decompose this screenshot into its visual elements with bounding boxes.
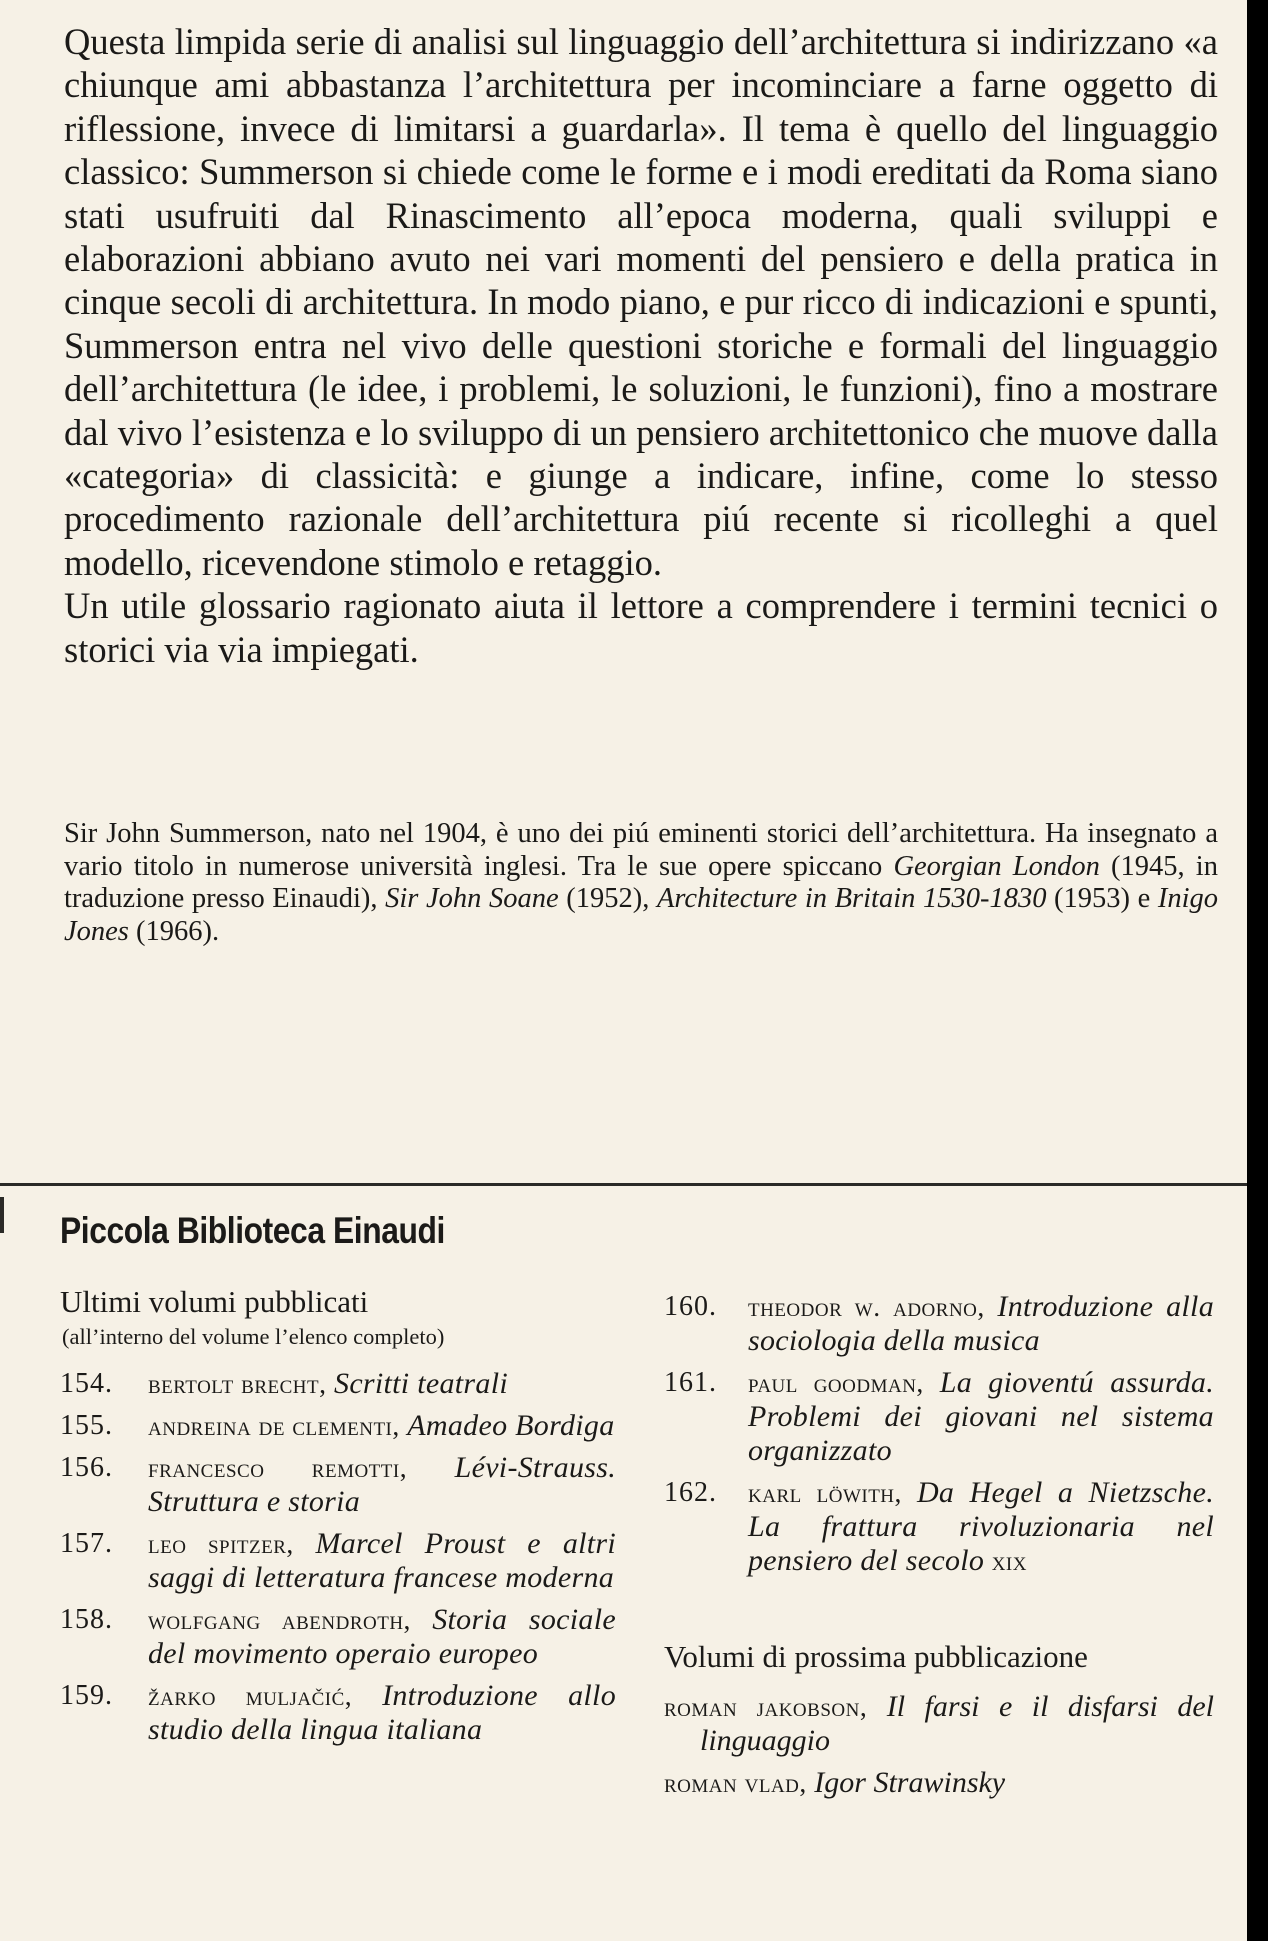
- list-item: [60, 1679, 616, 1747]
- section-divider: [0, 1183, 1247, 1186]
- list-item: [664, 1290, 1214, 1358]
- list-item: [60, 1603, 616, 1671]
- edge-mark: [0, 1197, 4, 1233]
- list-item: [664, 1690, 1214, 1758]
- volume-author: wolfgang abendroth,: [148, 1604, 411, 1635]
- volume-number: 161.: [664, 1367, 717, 1398]
- volume-number: 158.: [60, 1604, 113, 1635]
- upcoming-title: Igor Strawinsky: [814, 1766, 1006, 1799]
- upcoming-author: roman vlad,: [664, 1767, 807, 1798]
- volume-author: francesco remotti,: [148, 1452, 408, 1483]
- volume-number: 157.: [60, 1528, 113, 1559]
- volume-title: Scritti teatrali: [334, 1367, 508, 1400]
- blurb-paragraph-2: Un utile glossario ragionato aiuta il lettore a comprendere i termini tecnici o storici via via impiegati.: [64, 585, 1218, 670]
- volume-number: 154.: [60, 1368, 113, 1399]
- volume-number: 155.: [60, 1410, 113, 1441]
- volume-number: 156.: [60, 1452, 113, 1483]
- volume-author: leo spitzer,: [148, 1528, 294, 1559]
- series-title: Piccola Biblioteca Einaudi: [60, 1210, 445, 1251]
- list-item: [664, 1366, 1214, 1468]
- volume-title: Amadeo Bordiga: [407, 1409, 615, 1442]
- bio-work-architecture-in-britain: Architecture in Britain 1530-1830: [656, 883, 1047, 914]
- recent-subheading: (all’interno del volume l’elenco completo): [62, 1324, 445, 1349]
- bio-work-note: (1945, in traduzione presso Einaudi),: [64, 850, 1218, 914]
- page-edge: [1247, 0, 1268, 1941]
- volume-number: 160.: [664, 1291, 717, 1322]
- bio-work-georgian-london: Georgian London: [893, 850, 1100, 882]
- volume-author: paul goodman,: [748, 1367, 924, 1398]
- volume-author: bertolt brecht,: [148, 1368, 327, 1399]
- bio-work-inigo-jones: Inigo Jones: [64, 883, 1219, 947]
- bio-work-note: (1966).: [128, 915, 220, 947]
- recent-volumes-column: [60, 1283, 616, 1747]
- volume-author: andreina de clementi,: [148, 1410, 400, 1441]
- blurb-paragraph-1: Questa limpida serie di analisi sul linguaggio dell’architettura si indirizzano «a chiunque ami abbastanza l’architettura per incominciare a farne oggetto di riflessione, invece di limitarsi a guardarla». Il tema è quello del linguaggio classico: Summerson si chiede come le forme e i modi ereditati da Roma siano stati usufruiti dal Rinascimento all’epoca moderna, quali sviluppi e elaborazioni abbiano avuto nei vari momenti del pensiero e della pratica in cinque secoli di architettura. In modo piano, e pur ricco di indicazioni e spunti, Summerson entra nel vivo delle questioni storiche e formali del linguaggio dell’architettura (le idee, i problemi, le soluzioni, le funzioni), fino a mostrare dal vivo l’esistenza e lo sviluppo di un pensiero architettonico che muove dalla «categoria» di classicità: e giunge a indicare, infine, come lo stesso procedimento razionale dell’architettura piú recente si ricolleghi a quel modello, ricevendone stimolo e retaggio.: [64, 21, 1218, 583]
- volume-title: La gioventú assurda. Problemi dei giovani nel sistema organizzato: [748, 1366, 1215, 1467]
- list-item: [60, 1367, 616, 1401]
- list-item: [664, 1766, 1214, 1800]
- volume-title-suffix: xix: [991, 1545, 1027, 1576]
- volume-title: Introduzione alla sociologia della musica: [748, 1290, 1214, 1357]
- volume-author: žarko muljačić,: [148, 1680, 353, 1711]
- volume-title: Marcel Proust e altri saggi di letteratura francese moderna: [148, 1527, 617, 1594]
- bio-work-sir-john-soane: Sir John Soane: [385, 883, 559, 914]
- upcoming-title: Il farsi e il disfarsi del linguaggio: [700, 1690, 1215, 1757]
- upcoming-heading: Volumi di prossima pubblicazione: [664, 1639, 1088, 1674]
- volume-title: Lévi-Strauss. Struttura e storia: [148, 1451, 616, 1518]
- bio-work-note: (1952),: [558, 883, 657, 914]
- volume-title: Storia sociale del movimento operaio europeo: [148, 1603, 616, 1670]
- volume-author: theodor w. adorno,: [748, 1291, 985, 1322]
- bio-work-note: (1953) e: [1046, 883, 1158, 914]
- list-item: [664, 1476, 1214, 1578]
- upcoming-author: roman jakobson,: [664, 1691, 868, 1722]
- volume-title: Introduzione allo studio della lingua italiana: [148, 1679, 616, 1746]
- volume-author: karl löwith,: [748, 1477, 902, 1508]
- volume-number: 159.: [60, 1680, 113, 1711]
- bio-intro: Sir John Summerson, nato nel 1904, è uno dei piú eminenti storici dell’architettura. Ha insegnato a vario titolo in numerose università inglesi. Tra le sue opere spiccano: [64, 818, 1218, 882]
- recent-volumes-column-right: [664, 1290, 1214, 1800]
- volume-number: 162.: [664, 1477, 717, 1508]
- author-bio: [64, 818, 1218, 948]
- recent-heading: Ultimi volumi pubblicati: [60, 1284, 369, 1319]
- list-item: [60, 1409, 616, 1443]
- blurb-text: [64, 20, 1218, 671]
- list-item: [60, 1527, 616, 1595]
- volume-title: Da Hegel a Nietzsche. La frattura rivoluzionaria nel pensiero del secolo: [748, 1476, 1214, 1577]
- list-item: [60, 1451, 616, 1519]
